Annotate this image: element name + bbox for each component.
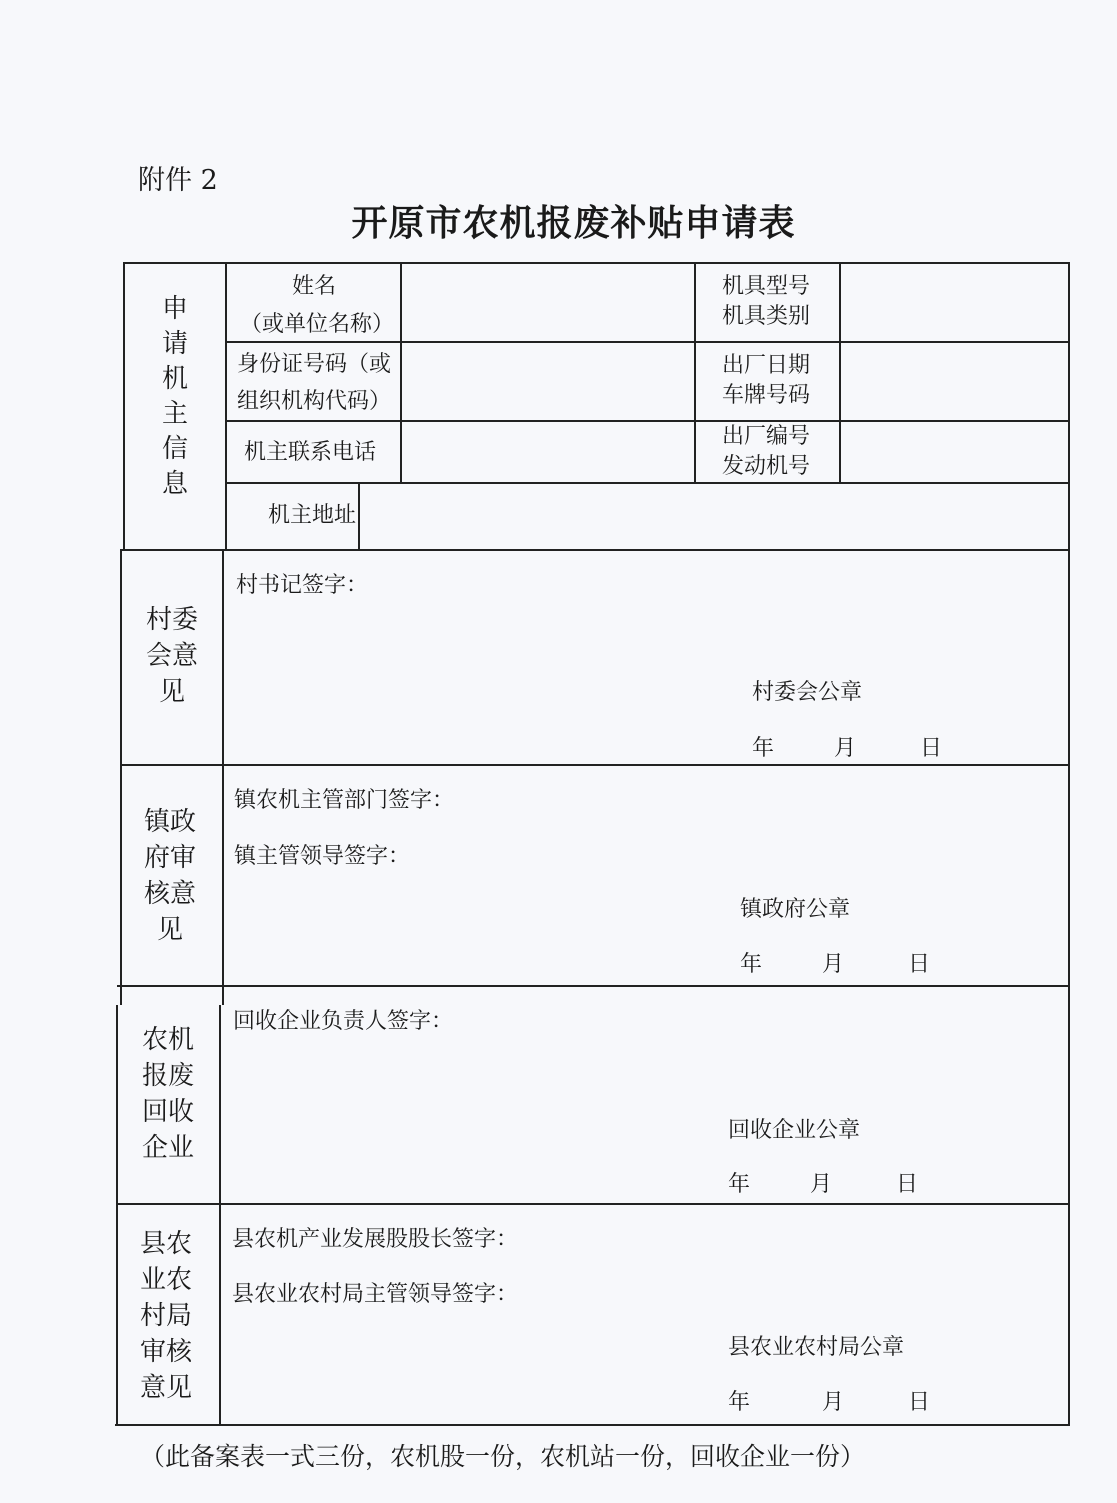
village-date-day: 日 — [920, 736, 943, 761]
factory-date-field[interactable] — [841, 343, 1066, 419]
section-divider-village — [120, 549, 1070, 551]
county-date-day: 日 — [908, 1390, 931, 1415]
county-label-line: 县农 — [139, 1229, 192, 1259]
county-leader-signature: 县农业农村局主管领导签字： — [232, 1282, 519, 1307]
id-label-sub: 组织机构代码） — [237, 389, 392, 414]
owner-section-label — [150, 292, 200, 502]
section-divider-town — [120, 764, 1070, 766]
town-date-day: 日 — [908, 952, 931, 977]
section-divider-recycler — [117, 985, 1070, 987]
owner-col-divider-2 — [694, 262, 696, 482]
table-border-left-3 — [116, 1005, 118, 1425]
town-label-line: 镇政 — [143, 807, 196, 837]
recycler-label-line: 农机 — [141, 1025, 194, 1055]
footnote: （此备案表一式三份，农机股一份，农机站一份，回收企业一份） — [140, 1442, 866, 1471]
county-seal: 县农业农村局公章 — [728, 1335, 905, 1360]
county-section-label — [134, 1226, 198, 1406]
town-label-line: 府审 — [143, 843, 196, 873]
owner-label-char: 申 — [161, 294, 188, 324]
engine-number-label: 发动机号 — [722, 454, 811, 479]
recycler-seal: 回收企业公章 — [728, 1118, 861, 1143]
section-divider-county — [116, 1203, 1070, 1205]
village-secretary-signature: 村书记签字： — [236, 573, 369, 598]
village-label-line: 见 — [158, 677, 185, 707]
phone-field[interactable] — [402, 422, 692, 480]
recycler-label-line: 企业 — [141, 1133, 194, 1163]
town-label-line: 核意 — [143, 879, 196, 909]
label-divider-1 — [225, 262, 227, 550]
owner-label-char: 机 — [161, 364, 188, 394]
recycler-date-day: 日 — [896, 1172, 919, 1197]
village-section-label — [140, 602, 204, 710]
phone-label: 机主联系电话 — [244, 440, 377, 465]
county-date-year: 年 — [728, 1390, 751, 1415]
label-divider-3 — [219, 1005, 221, 1425]
town-label-line: 见 — [156, 915, 183, 945]
plate-number-label: 车牌号码 — [722, 383, 811, 408]
model-label: 机具型号 — [722, 274, 811, 299]
owner-label-char: 息 — [161, 469, 188, 499]
owner-label-char: 主 — [161, 399, 188, 429]
address-field[interactable] — [360, 484, 1066, 548]
recycler-date-year: 年 — [728, 1172, 751, 1197]
recycler-label-line: 回收 — [141, 1097, 194, 1127]
recycler-head-signature: 回收企业负责人签字： — [233, 1009, 454, 1034]
category-label: 机具类别 — [722, 304, 811, 329]
table-border-left-2 — [120, 550, 122, 1005]
town-date-month: 月 — [822, 952, 845, 977]
county-label-line: 审核 — [139, 1337, 192, 1367]
id-field[interactable] — [402, 343, 692, 419]
factory-serial-label: 出厂编号 — [722, 424, 811, 449]
town-seal: 镇政府公章 — [740, 897, 851, 922]
village-date-year: 年 — [752, 736, 775, 761]
factory-serial-field[interactable] — [841, 422, 1066, 480]
recycler-section-label — [136, 1022, 200, 1166]
factory-date-label: 出厂日期 — [722, 353, 811, 378]
name-label-sub: （或单位名称） — [240, 312, 395, 337]
county-label-line: 业农 — [139, 1265, 192, 1295]
village-date-month: 月 — [834, 736, 857, 761]
village-label-line: 会意 — [145, 641, 198, 671]
address-label: 机主地址 — [268, 503, 357, 528]
recycler-label-line: 报废 — [141, 1061, 194, 1091]
model-field[interactable] — [841, 264, 1066, 340]
attachment-label: 附件 2 — [138, 165, 218, 196]
label-divider-2 — [222, 550, 224, 1005]
table-border-left-1 — [123, 262, 125, 550]
form-title: 开原市农机报废补贴申请表 — [351, 202, 796, 244]
town-date-year: 年 — [740, 952, 763, 977]
recycler-date-month: 月 — [810, 1172, 833, 1197]
name-label: 姓名 — [292, 274, 337, 299]
id-label: 身份证号码（或 — [237, 352, 392, 377]
county-label-line: 意见 — [139, 1373, 192, 1403]
owner-label-char: 信 — [161, 434, 188, 464]
table-border-bottom — [115, 1424, 1070, 1426]
name-field[interactable] — [402, 264, 692, 340]
town-department-signature: 镇农机主管部门签字： — [234, 788, 455, 813]
county-date-month: 月 — [822, 1390, 845, 1415]
county-section-chief-signature: 县农机产业发展股股长签字： — [232, 1227, 519, 1252]
county-label-line: 村局 — [139, 1301, 192, 1331]
village-seal: 村委会公章 — [752, 680, 863, 705]
town-leader-signature: 镇主管领导签字： — [234, 844, 411, 869]
table-border-right — [1068, 262, 1070, 1426]
owner-label-char: 请 — [161, 329, 188, 359]
village-label-line: 村委 — [145, 605, 198, 635]
town-section-label — [138, 804, 202, 948]
